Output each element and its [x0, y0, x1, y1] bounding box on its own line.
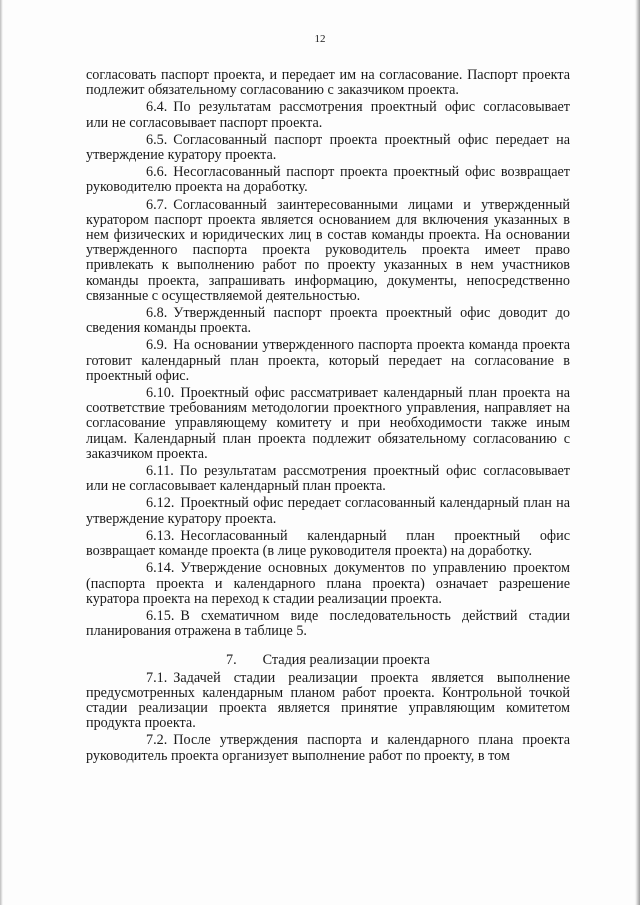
- paragraph-7-1: [86, 671, 570, 732]
- paragraph-6-13: [86, 529, 570, 559]
- paragraph-text: Согласованный паспорт проекта проектный офис передает на утверждение куратору проекта.: [86, 131, 570, 164]
- paragraph-6-4: [86, 100, 570, 130]
- paragraph-text: По результатам рассмотрения проектный офис согласовывает или не согласовывает календарный план проекта.: [86, 463, 570, 495]
- paragraph-number: 6.15.: [146, 607, 175, 624]
- paragraph-text: согласовать паспорт проекта, и передает им на согласование. Паспорт проекта подлежит обязательному согласованию с заказчиком проекта.: [86, 67, 570, 99]
- paragraph-6-6: [86, 165, 570, 195]
- paragraph-number: 6.4.: [146, 99, 168, 116]
- paragraph-text: Несогласованный паспорт проекта проектный офис возвращает руководителю проекта на доработку.: [86, 164, 570, 196]
- paragraph-number: 6.5.: [146, 131, 168, 148]
- paragraph-number: 6.7.: [146, 196, 168, 213]
- document-body: [86, 68, 570, 766]
- paragraph-number: 6.10.: [146, 385, 175, 402]
- paragraph-number: 7.2.: [146, 732, 168, 749]
- paragraph-number: 6.14.: [146, 560, 175, 577]
- section-title: Стадия реализации проекта: [262, 652, 430, 669]
- paragraph-continuation: [86, 68, 570, 98]
- paragraph-text: Утверждение основных документов по управлению проектом (паспорта проекта и календарного плана проекта) означает разрешение куратора проекта на переход к стадии реализации проекта.: [86, 560, 570, 607]
- paragraph-6-14: [86, 561, 570, 607]
- paragraph-6-10: [86, 386, 570, 462]
- section-heading: [86, 653, 570, 668]
- paragraph-number: 6.12.: [146, 495, 175, 512]
- paragraph-text: Задачей стадии реализации проекта является выполнение предусмотренных календарным планом работ проекта. Контрольной точкой стадии реализации проекта является принятие управляющим комитетом продукта проекта.: [86, 669, 570, 732]
- paragraph-text: После утверждения паспорта и календарного плана проекта руководитель проекта организует выполнение работ по проекту, в том: [86, 732, 570, 764]
- page-number: 12: [314, 33, 326, 45]
- paragraph-text: Проектный офис рассматривает календарный план проекта на соответствие требованиям методологии проектного управления, направляет на согласование управляющему комитету и при необходимости также иным лицам. Календарный план проекта подлежит обязательному согласованию с заказчиком проекта.: [86, 385, 570, 462]
- paragraph-6-15: [86, 609, 570, 639]
- paragraph-6-9: [86, 338, 570, 384]
- paragraph-6-8: [86, 306, 570, 336]
- paragraph-text: Проектный офис передает согласованный календарный план на утверждение куратору проекта.: [86, 495, 570, 527]
- scan-edge-left: [0, 0, 3, 905]
- paragraph-6-7: [86, 198, 570, 304]
- paragraph-text: На основании утвержденного паспорта проекта команда проекта готовит календарный план проекта, который передает на согласование в проектный офис.: [86, 337, 570, 384]
- paragraph-number: 6.8.: [146, 305, 168, 322]
- paragraph-number: 6.6.: [146, 164, 168, 181]
- paragraph-text: Утвержденный паспорт проекта проектный офис доводит до сведения команды проекта.: [86, 305, 570, 337]
- paragraph-text: Несогласованный календарный план проектный офис возвращает команде проекта (в лице руководителя проекта) на доработку.: [86, 527, 570, 560]
- paragraph-number: 6.13.: [146, 527, 175, 544]
- paragraph-text: В схематичном виде последовательность действий стадии планирования отражена в таблице 5.: [86, 607, 570, 640]
- paragraph-number: 6.9.: [146, 337, 168, 354]
- paragraph-6-12: [86, 496, 570, 526]
- scan-edge-right: [634, 0, 640, 905]
- paragraph-text: По результатам рассмотрения проектный офис согласовывает или не согласовывает паспорт проекта.: [86, 99, 570, 131]
- section-number: 7.: [226, 652, 237, 669]
- paragraph-7-2: [86, 733, 570, 763]
- paragraph-text: Согласованный заинтересованными лицами и утвержденный куратором паспорт проекта является основанием для включения указанных в нем физических и юридических лиц в состав команды проекта. На основании утвержденного паспорта проекта руководитель проекта имеет право привлекать к выполнению работ по проекту указанных в нем участников команды проекта, запрашивать информацию, документы, непосредственно связанные с осуществляемой деятельностью.: [86, 196, 570, 304]
- paragraph-number: 7.1.: [146, 669, 168, 686]
- paragraph-6-5: [86, 133, 570, 163]
- paragraph-6-11: [86, 464, 570, 494]
- paragraph-number: 6.11.: [146, 463, 174, 480]
